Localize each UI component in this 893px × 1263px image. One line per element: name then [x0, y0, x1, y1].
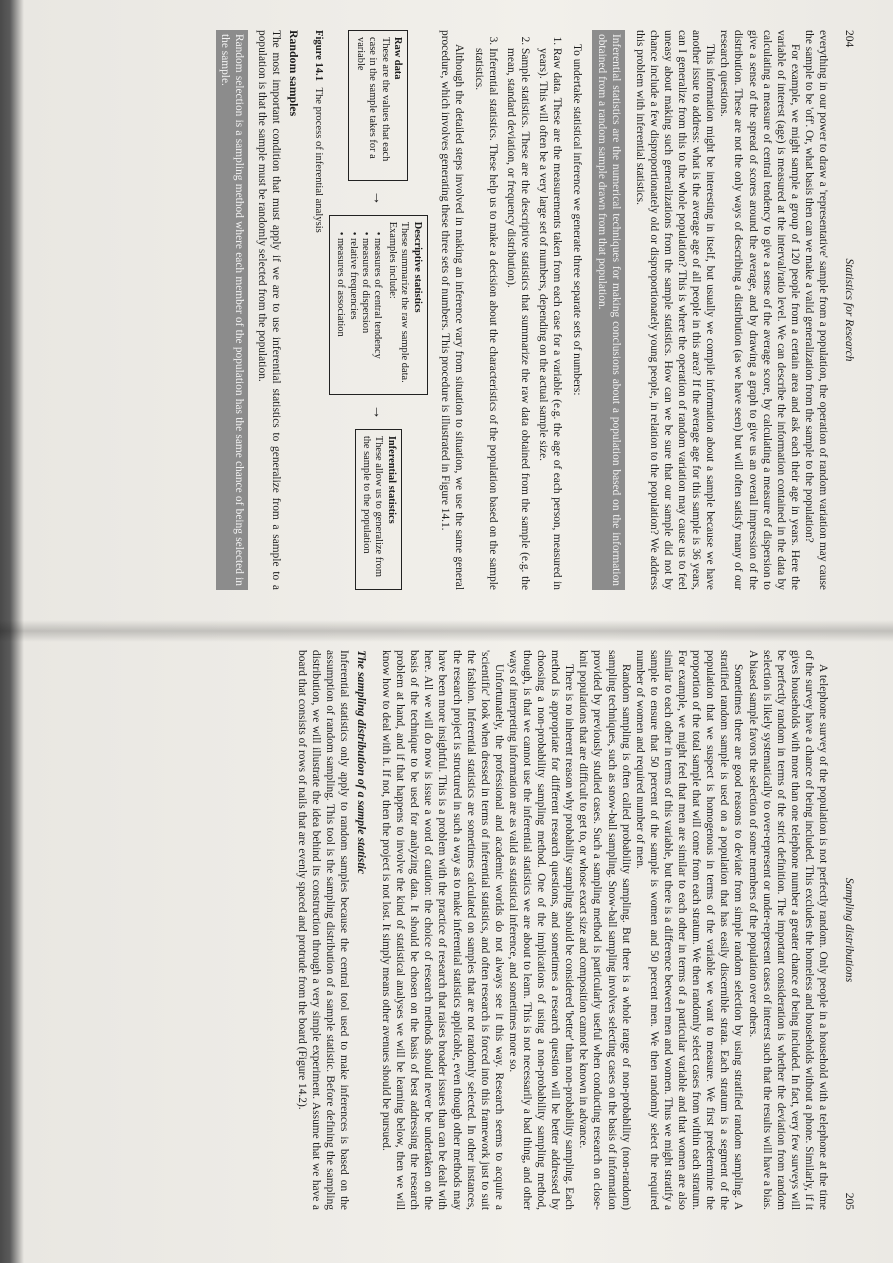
box-text: These are the values that each case in the sample takes for a variable [354, 37, 391, 162]
box-title: Descriptive statistics [411, 221, 423, 313]
bullet-list [334, 222, 384, 389]
paragraph: Although the detailed steps involved in making an inference vary from situation to situation, we use the same general procedure, which involves generating these three sets of numbers. This procedure is illustrated in Figure 14.1. [438, 30, 465, 590]
section-heading: Random samples [286, 30, 301, 117]
book-spine-shadow [0, 620, 893, 642]
paragraph: To undertake statistical inference we generate three separate sets of numbers: [571, 44, 584, 396]
list-item: • relative frequencies [346, 232, 358, 389]
paragraph: For example, we might sample a group of 120 people from a certain area and ask each their age in years. Here the variable of interest (age) is measured at the interval/ratio level. We can describe the information contained in the data by calculating a measure of central tendency to give a sense of the average score, by calculating a measure of dispersion to give a sense of the spread of scores around the average, and by drawing a graph to give us an overall impression of the distribution. These are not the only ways of describing a distribution (as we have seen) but will often satisfy many of our research questions. [718, 30, 801, 590]
page-number: 204 [843, 30, 855, 48]
paragraph: everything in our power to draw a 'representative' sample from a population, the operation of random variation may cause the sample to be 'off'. Or, what basis then can we make a valid generalization from the sample to the population? [802, 30, 829, 590]
paragraph: Inferential statistics only apply to random samples because the central tool used to make inferences is based on the assumption of random sampling. This tool is the sampling distribution of a sample statistic. Before defining the sampling distribution, we will illustrate the idea behind its construction through a very simple experiment. Assume that we have a board that consists of rows of nails that are evenly spaced and protrude from the board (Figure 14.2). [295, 650, 350, 1210]
paragraph: This information might be interesting in itself, but usually we compile information about a sample because we have another issue to address: what is the average age of all people in this area? If the average age for this sample is 36 years, can I generalize from this to the whole population? This is where the operation of random variation may cause us to feel uneasy about making such generalizations from the sample statistics. How can we be sure that our sample did not by chance include a few disproportionately old or disproportionately young people, in relation to the population? We address this problem with inferential statistics. [633, 30, 717, 590]
page-number: 205 [843, 1192, 855, 1210]
running-head: Sampling distributions [843, 877, 855, 983]
paragraph: A telephone survey of the population is not perfectly random. Only people in a household with a telephone at the time of the survey have a chance of being included. This excludes the homeless and households without a phone. Similarly, if it gives households with more than one telephone number a greater chance of being included. In fact, very few surveys will be perfectly random in terms of the strict definition. The important consideration is whether the deviation from random selection is likely systematically to over-represent or under-represent cases of interest such that the results will have a bias. A biased sample favors the selection of some members of the population over others. [746, 650, 829, 1210]
arrow-icon: → [370, 404, 387, 420]
inferential-statistics-box [355, 429, 402, 590]
paragraph: The most important condition that must apply if we are to use inferential statistics to generalize from a sample to a population is that the sample must be randomly selected from the population. [255, 30, 282, 590]
list-item: 1. Raw data. These are the measurements taken from each case for a variable (e.g. the age of each person, measured in years). This will often be a very large set of numbers, depending on the actual sample size. [536, 48, 564, 590]
right-page [36, 650, 856, 1210]
box-title: Raw data [392, 37, 404, 80]
paragraph: There is no inherent reason why probability sampling should be considered 'better' than non-probability sampling. Each method is appropriate for different research questions, and sometimes a research question will be better addressed by choosing a non-probability sampling method. One of the implications of using a non-probability sampling method, though, is that we cannot use the inferential statistics we are about to learn. This is not necessarily a bad thing, and other ways of interpreting information are as valid as statistical inference, and sometimes more so. [506, 650, 576, 1210]
list-item: • measures of association [334, 232, 346, 389]
section-heading: The sampling distribution of a sample statistic [355, 650, 369, 875]
figure-caption [311, 30, 325, 590]
list-item: 2. Sample statistics. These are the descriptive statistics that summarize the raw data obtained from the sample (e.g. the mean, standard deviation, or frequency distribution). [504, 48, 532, 590]
left-page-header [830, 30, 856, 590]
list-item: 3. Inferential statistics. These help us to make a decision about the characteristics of the population based on the sample statistics. [472, 48, 500, 590]
box-text: These allow us to generalize from the sample to the population [361, 435, 385, 577]
box-text: These summarize the raw sample data. Examples include: [386, 221, 411, 383]
paragraph: Random sampling is often called probability sampling. But there is a whole range of non-probability (non-random) sampling techniques, such as snow-ball sampling. Snow-ball sampling involves selecting cases on the basis of information provided by previously studied cases. Such a sampling method is particularly useful when conducting research on close-knit populations that are difficult to get to, or whose exact size and composition cannot be known in advance. [577, 650, 632, 1210]
figure-caption-text: The process of inferential analysis [312, 87, 324, 233]
definition-callout: Inferential statistics are the numerical techniques for making conclusions about a population based on the information obtained from a random sample drawn from that population. [593, 30, 625, 590]
left-page [36, 30, 856, 590]
figure-14-1 [329, 30, 428, 590]
numbered-list [472, 30, 565, 590]
arrow-icon: → [370, 190, 387, 206]
raw-data-box [348, 30, 408, 181]
box-title: Inferential statistics [385, 435, 397, 524]
descriptive-statistics-box [329, 215, 428, 396]
definition-callout: Random selection is a sampling method where each member of the population has the same chance of being selected in the sample. [216, 30, 248, 590]
paragraph: Sometimes there are good reasons to deviate from simple random selection by using stratified random sampling. A stratified random sample is used on a population that has easily discernible strata. Each stratum is a segment of the population that we suspect is homogenous in terms of the variable we want to measure. We first predetermine the proportion of the total sample that will come from each stratum. We then randomly select cases from within each stratum. For example, we might feel that men are similar to each other in terms of a particular variable and that women are also similar to each other in terms of this variable, but there is a difference between men and women. Thus we might stratify a sample to ensure that 50 percent of the sample is women and 50 percent men. We then randomly select the required number of women and required number of men. [633, 650, 745, 1210]
running-head: Statistics for Research [843, 258, 855, 362]
list-item: • measures of dispersion [359, 232, 371, 389]
right-page-header [830, 650, 856, 1210]
figure-label: Figure 14.1 [312, 30, 324, 82]
paragraph: Unfortunately, the professional and academic worlds do not always see it this way. Research seems to acquire a 'scientific' look when dressed in terms of inferential statistics, and often research is forced into this framework just to suit the fashion. Inferential statistics are sometimes calculated on samples that are not randomly selected. In other instances, the research project is structured in such a way as to make inferential statistics applicable, even though other methods may have been more insightful. This is a problem with the practice of research that raises broader issues than can be dealt with here. All we will do now is issue a word of caution: the choice of research methods should never be undertaken on the basis of the technique to be used for analyzing data. It should be chosen on the basis of best addressing the research problem at hand, and if that happens to involve the kind of statistical analyses we will be learning below, then we will know how to deal with it. If not, then the project is not lost. It simply means other avenues should be pursued. [380, 650, 505, 1210]
list-item: • measures of central tendency [371, 232, 383, 389]
